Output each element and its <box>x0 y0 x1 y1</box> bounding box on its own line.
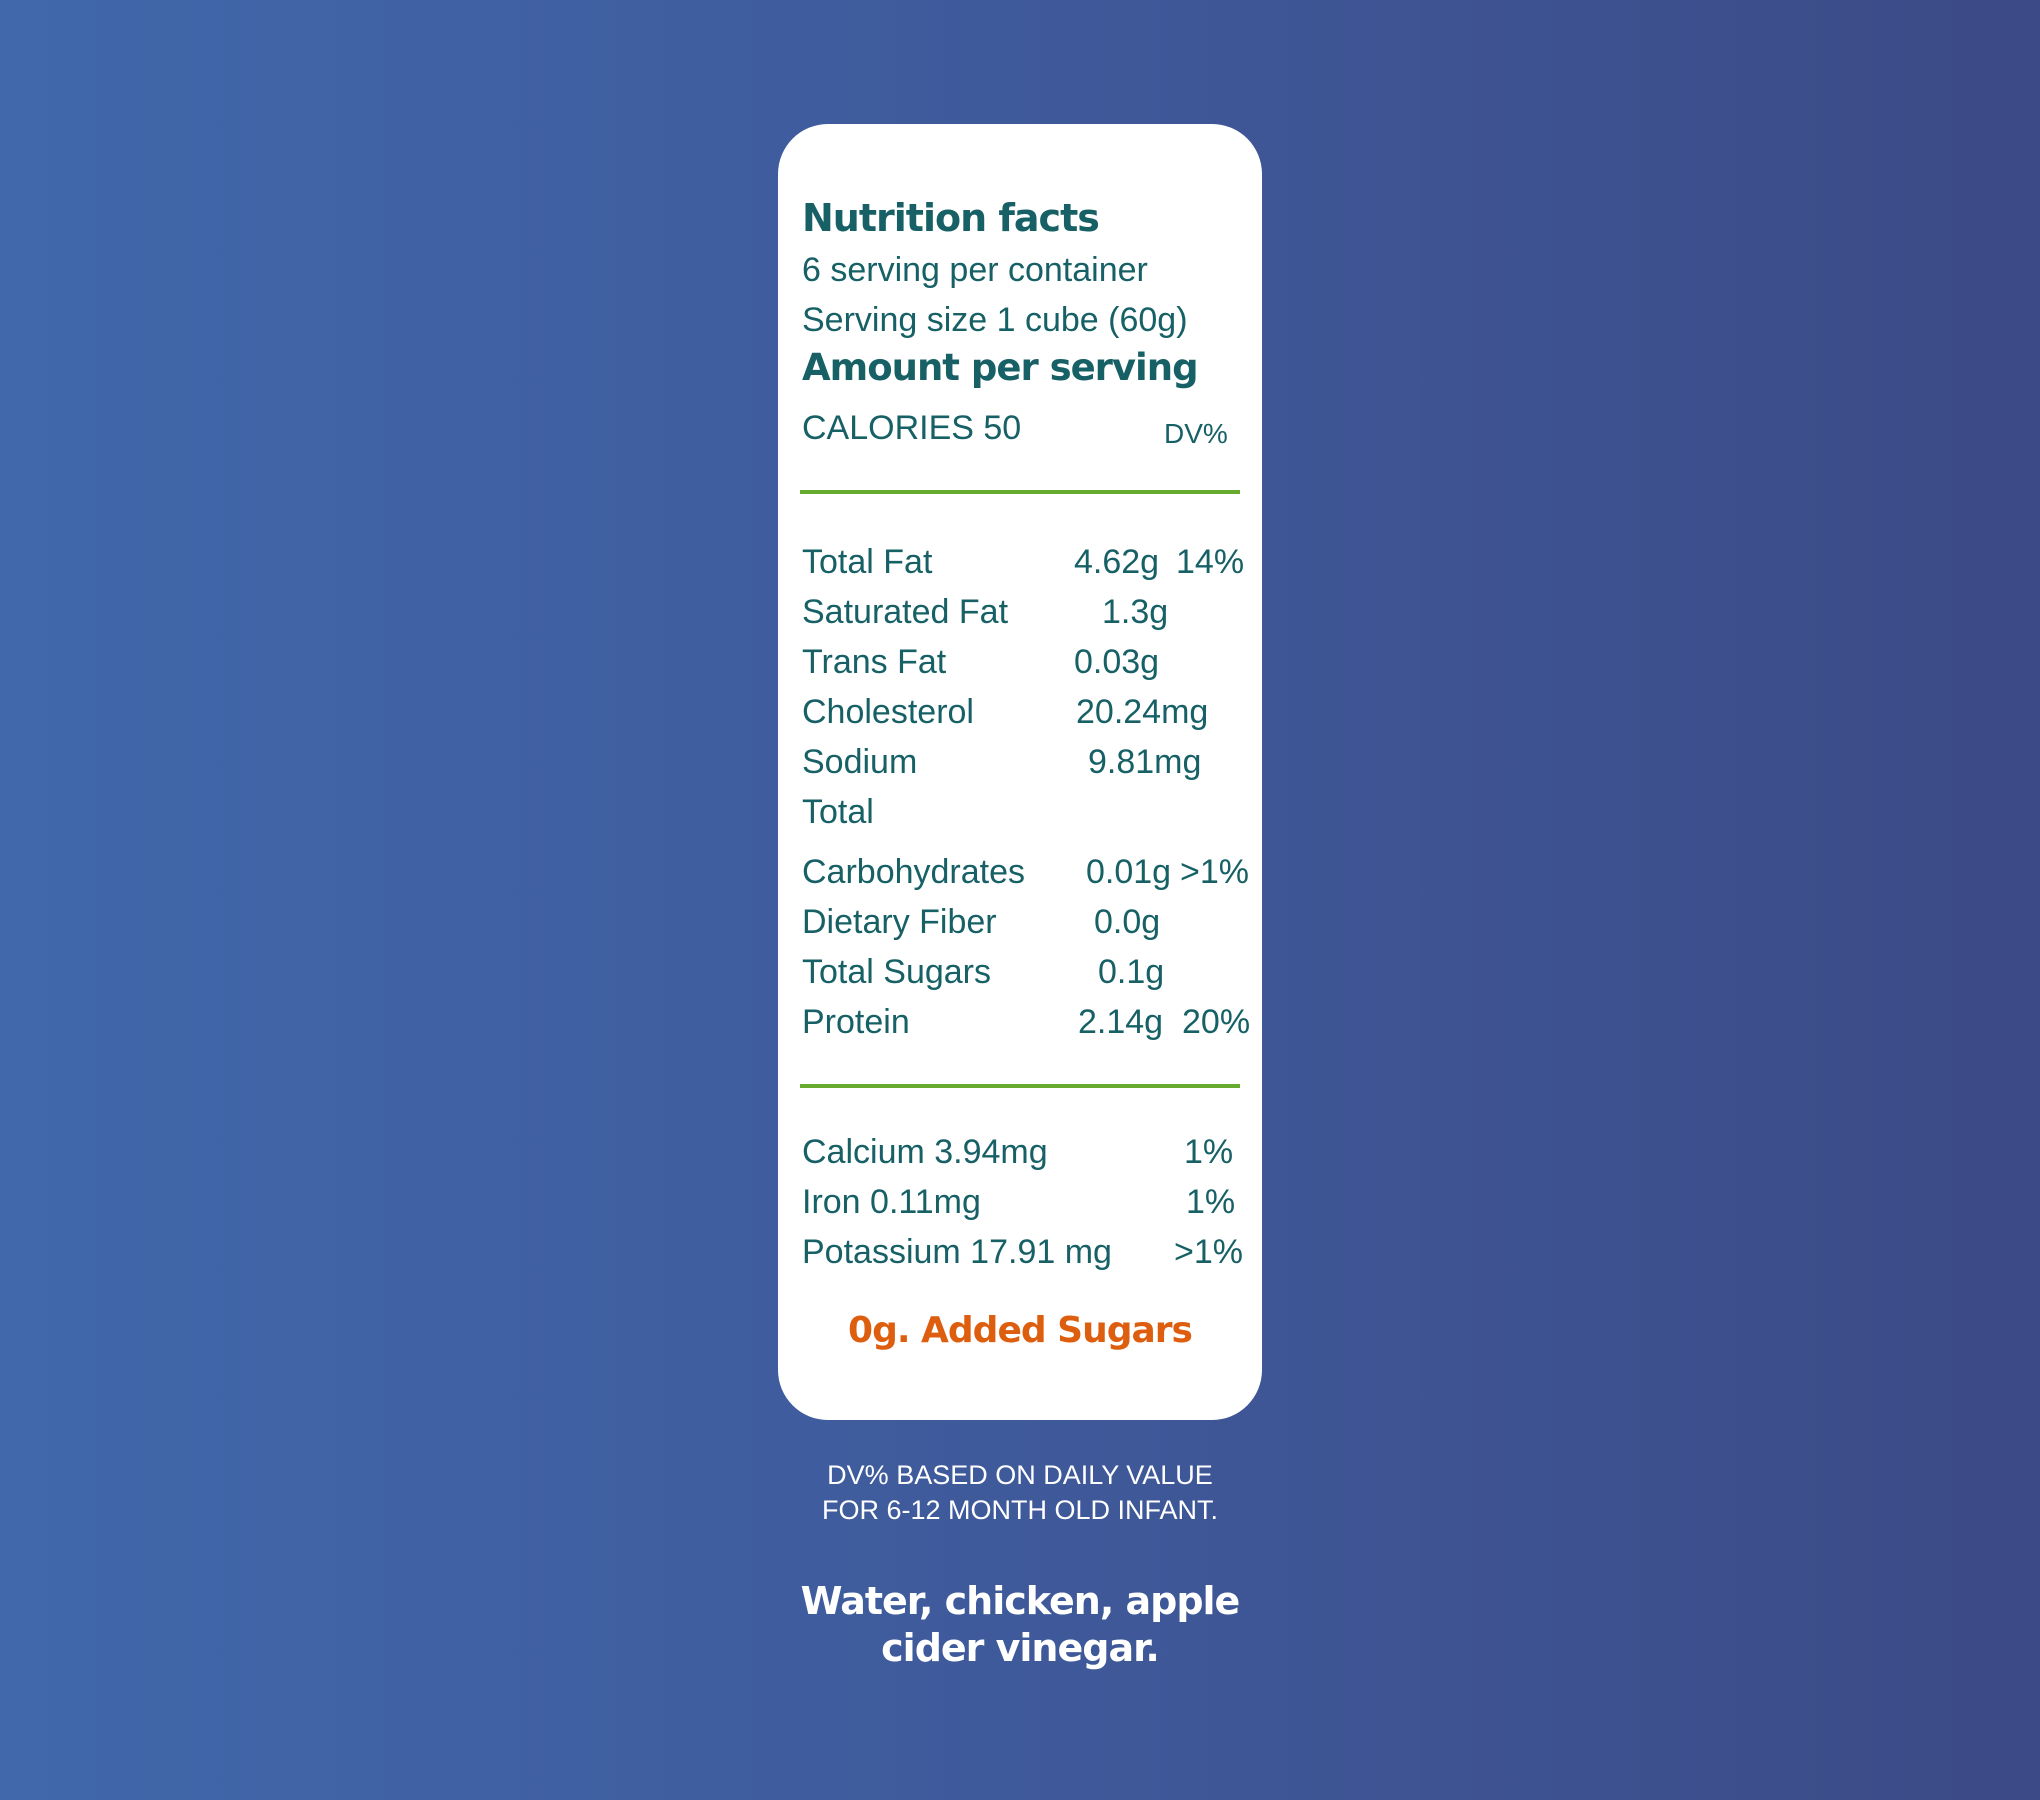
calories: CALORIES 50 <box>802 409 1022 447</box>
mineral-name: Iron 0.11mg <box>802 1183 981 1221</box>
ingredients-line-1: Water, chicken, apple <box>800 1579 1240 1623</box>
nutrient-amount: 0.03g <box>1074 643 1160 681</box>
nutrient-amount: 20.24mg <box>1076 693 1209 731</box>
servings-per-container: 6 serving per container <box>802 251 1148 289</box>
nutrient-amount: 0.0g <box>1094 903 1161 941</box>
divider-top <box>800 490 1240 494</box>
nutrient-amount: 2.14g <box>1078 1003 1164 1041</box>
nutrient-amount: 0.1g <box>1098 953 1165 991</box>
nutrient-amount: 4.62g <box>1074 543 1160 581</box>
footnote-line-1: DV% BASED ON DAILY VALUE <box>827 1460 1213 1490</box>
serving-size: Serving size 1 cube (60g) <box>802 301 1188 339</box>
added-sugars: 0g. Added Sugars <box>848 1310 1192 1351</box>
nutrient-name: Saturated Fat <box>802 593 1009 631</box>
nutrient-name: Carbohydrates <box>802 853 1026 891</box>
nutrient-dv: 20% <box>1182 1003 1251 1041</box>
nutrient-name: Protein <box>802 1003 910 1041</box>
nutrient-dv: >1% <box>1180 853 1249 891</box>
ingredients <box>770 1578 1270 1672</box>
nutrient-amount: 9.81mg <box>1088 743 1202 781</box>
divider-bottom <box>800 1084 1240 1088</box>
ingredients-line-2: cider vinegar. <box>881 1626 1159 1670</box>
nutrient-name: Sodium <box>802 743 918 781</box>
dv-header: DV% <box>1164 418 1228 449</box>
label-title: Nutrition facts <box>802 196 1099 240</box>
nutrient-name: Total Sugars <box>802 953 991 991</box>
mineral-dv: 1% <box>1186 1183 1236 1221</box>
amount-per-serving-heading: Amount per serving <box>802 346 1198 389</box>
dv-footnote <box>770 1458 1270 1528</box>
nutrient-dv: 14% <box>1176 543 1245 581</box>
mineral-name: Potassium 17.91 mg <box>802 1233 1112 1271</box>
nutrient-amount: 1.3g <box>1102 593 1169 631</box>
mineral-dv: 1% <box>1184 1133 1234 1171</box>
nutrient-name: Cholesterol <box>802 693 974 731</box>
nutrient-name: Dietary Fiber <box>802 903 997 941</box>
nutrition-label-card <box>778 124 1262 1420</box>
mineral-dv: >1% <box>1174 1233 1243 1271</box>
nutrient-name: Trans Fat <box>802 643 947 681</box>
footnote-line-2: FOR 6-12 MONTH OLD INFANT. <box>821 1495 1219 1525</box>
nutrient-name: Total Fat <box>802 543 933 581</box>
nutrient-name: Total <box>802 793 874 831</box>
nutrient-amount: 0.01g <box>1086 853 1172 891</box>
mineral-name: Calcium 3.94mg <box>802 1133 1048 1171</box>
